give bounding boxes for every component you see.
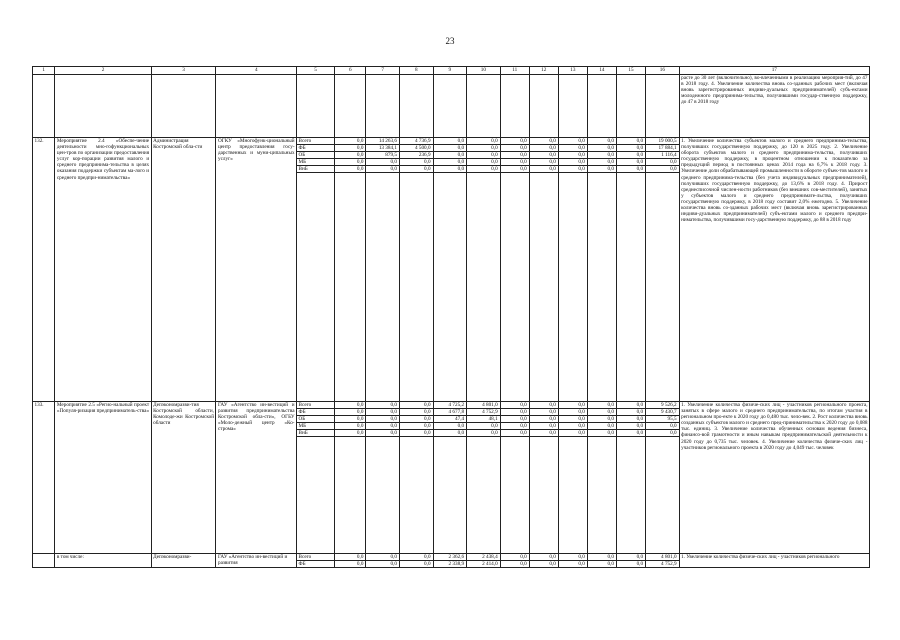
row-number: 133. [33, 402, 55, 554]
empty-cell [616, 437, 645, 554]
empty-cell [366, 173, 400, 402]
empty-cell [366, 437, 400, 554]
amount-cell: 0,0 [500, 423, 529, 430]
amount-cell: 0,0 [433, 152, 467, 159]
amount-cell: 0,0 [335, 152, 366, 159]
amount-cell: 0,0 [366, 159, 400, 166]
empty-cell [335, 173, 366, 402]
funding-source: Всего [297, 554, 335, 561]
amount-cell: 0,0 [587, 423, 616, 430]
amount-cell: 0,0 [467, 430, 501, 437]
amount-cell: 0,0 [433, 145, 467, 152]
executor: ГАУ «Агентство ин-вестиций и развития [216, 554, 297, 568]
amount-cell: 0,0 [467, 423, 501, 430]
amount-cell: 0,0 [366, 402, 400, 409]
page-number: 23 [445, 36, 455, 46]
funding-source: ФБ [297, 561, 335, 568]
empty-cell [558, 173, 587, 402]
amount-cell: 0,0 [646, 159, 680, 166]
tail-label: в том числе: [55, 554, 151, 568]
responsible-body: Депэкономразви-тия Костромской области, Комолоде-жи Костромской области [151, 402, 216, 554]
expected-result: 1. Увеличение количества физиче-ских лиц - участников регионального проекта, занятых в сфере малого и среднего предпринимательства, по итогам участия в региональном про-екте к 2020 году до 0,480 тыс. чело-век. 2. Рост количества вновь созданных субъектов малого и среднего пред-принимательства к 2020 году до 0,088 тыс. единиц. 3. Увеличение количества обученных основам ведения бизнеса, финансо-вой грамотности и иным навыкам предпринимательской деятельности к 2020 году до 0,735 тыс. человек. 4. Увеличение количества физиче-ских лиц - участников регионального проекта в 2020 году до 4,049 тыс. человек [679, 402, 869, 554]
table-row [33, 554, 870, 561]
column-header: 9 [433, 67, 467, 75]
measure-name: Мероприятие 2.5 «Регио-нальный проект «Популя-ризация предприниматель-ства» [55, 402, 151, 554]
amount-cell: 0,0 [616, 152, 645, 159]
amount-cell: 0,0 [587, 402, 616, 409]
amount-cell: 0,0 [399, 416, 433, 423]
amount-cell: 14 263,6 [366, 138, 400, 145]
funding-source: МБ [297, 423, 335, 430]
executor: ОГКУ «Многофунк-циональный центр предоставления госу-дарственных и муни-ципальных услуг» [216, 138, 297, 402]
responsible-body: Администрация Костромской обла-сти [151, 138, 216, 402]
amount-cell: 0,0 [500, 409, 529, 416]
amount-cell: 0,0 [467, 159, 501, 166]
amount-cell: 4 725,2 [433, 402, 467, 409]
header-row [33, 67, 870, 75]
amount-cell: 0,0 [558, 554, 587, 561]
amount-cell: 0,0 [587, 145, 616, 152]
amount-cell: 0,0 [399, 402, 433, 409]
amount-cell: 0,0 [529, 145, 558, 152]
amount-cell: 0,0 [558, 402, 587, 409]
empty-cell [467, 173, 501, 402]
empty-cell [616, 75, 645, 138]
empty-cell [399, 173, 433, 402]
amount-cell: 0,0 [529, 416, 558, 423]
empty-cell [467, 437, 501, 554]
empty-cell [558, 437, 587, 554]
amount-cell: 0,0 [335, 409, 366, 416]
amount-cell: 0,0 [335, 423, 366, 430]
empty-cell [33, 554, 55, 568]
amount-cell: 0,0 [467, 145, 501, 152]
amount-cell: 9 526,2 [646, 402, 680, 409]
funding-source: ОБ [297, 152, 335, 159]
column-header: 15 [616, 67, 645, 75]
amount-cell: 0,0 [467, 166, 501, 173]
empty-cell [616, 173, 645, 402]
amount-cell: 0,0 [399, 159, 433, 166]
continuation-row [33, 75, 870, 138]
column-header: 1 [33, 67, 55, 75]
amount-cell: 2 414,0 [467, 561, 501, 568]
column-header: 12 [529, 67, 558, 75]
amount-cell: 0,0 [529, 402, 558, 409]
amount-cell: 48,1 [467, 416, 501, 423]
column-header: 4 [216, 67, 297, 75]
amount-cell: 0,0 [433, 138, 467, 145]
amount-cell: 2 338,9 [433, 561, 467, 568]
amount-cell: 0,0 [529, 561, 558, 568]
table-row [33, 402, 870, 409]
amount-cell: 0,0 [366, 409, 400, 416]
amount-cell: 0,0 [335, 430, 366, 437]
amount-cell: 0,0 [558, 561, 587, 568]
amount-cell: 4 677,8 [433, 409, 467, 416]
empty-cell [33, 75, 55, 138]
empty-cell [529, 173, 558, 402]
amount-cell: 2 362,6 [433, 554, 467, 561]
amount-cell: 0,0 [500, 554, 529, 561]
amount-cell: 0,0 [467, 138, 501, 145]
amount-cell: 0,0 [366, 166, 400, 173]
empty-cell [335, 437, 366, 554]
responsible-body: Депэкономразви- [151, 554, 216, 568]
amount-cell: 0,0 [500, 430, 529, 437]
amount-cell: 47,4 [433, 416, 467, 423]
amount-cell: 0,0 [335, 166, 366, 173]
amount-cell: 0,0 [433, 423, 467, 430]
column-header: 14 [587, 67, 616, 75]
empty-cell [366, 75, 400, 138]
amount-cell: 0,0 [500, 166, 529, 173]
result-cell: расте до 30 лет (включительно), во-влеченными в реализацию мероприя-тий, до 47 в 2018 году. 4. Увеличение количества вновь со-зданных рабочих мест (включая вновь зарегистрированных индиви-дуальных предпринимателей) субъ-ектами молодежного предпринима-тельства, получившими государ-ственную поддержку, до 47 в 2018 году [679, 75, 869, 138]
column-header: 16 [646, 67, 680, 75]
expected-result: 1. Увеличение количества субъектов малого и среднего предпринима-тельства, получивших государственную поддержку, до 120 в 2025 году. 2. Увеличение оборота субъектов малого и среднего предпринима-тельства, получивших государственную поддержку, в процентном отношении к показателю за предыдущий период в постоянных ценах 2014 года на 6,7% к 2018 году. 3. Увеличение доли обрабатывающей промышленности в обороте субъек-тов малого и среднего предпринима-тельства (без учета индивидуальных предпринимателей), получивших государственную поддержку, до 13,6% в 2018 году. 4. Прирост среднесписочной числен-ности работников (без внешних сов-местителей), занятых у субъектов малого и среднего предпринимате-льства, получивших государственную поддержку, в 2018 году составит 2,0% ежегодно. 5. Увеличение количества вновь со-зданных рабочих мест (включая вновь зарегистрированных индиви-дуальных предпринимателей) субъ-ектами малого и среднего предпри-нимательства, получившими госу-дарственную поддержку, до 88 в 2018 году [679, 138, 869, 402]
amount-cell: 0,0 [558, 145, 587, 152]
amount-cell: 0,0 [335, 554, 366, 561]
amount-cell: 19 000,5 [646, 138, 680, 145]
amount-cell: 0,0 [616, 166, 645, 173]
amount-cell: 0,0 [529, 152, 558, 159]
program-table [32, 66, 870, 568]
amount-cell: 0,0 [558, 138, 587, 145]
empty-cell [500, 437, 529, 554]
funding-source: ВнБ [297, 430, 335, 437]
amount-cell: 0,0 [399, 554, 433, 561]
amount-cell: 9 430,7 [646, 409, 680, 416]
amount-cell: 0,0 [616, 409, 645, 416]
empty-cell [399, 437, 433, 554]
amount-cell: 0,0 [646, 430, 680, 437]
amount-cell: 0,0 [399, 423, 433, 430]
amount-cell: 0,0 [366, 423, 400, 430]
funding-source: ФБ [297, 409, 335, 416]
empty-cell [433, 173, 467, 402]
amount-cell: 0,0 [587, 152, 616, 159]
empty-cell [558, 75, 587, 138]
column-header: 8 [399, 67, 433, 75]
empty-cell [297, 437, 335, 554]
funding-source: МБ [297, 159, 335, 166]
empty-cell [433, 75, 467, 138]
amount-cell: 0,0 [616, 145, 645, 152]
funding-source: ОБ [297, 416, 335, 423]
funding-source: ВнБ [297, 166, 335, 173]
amount-cell: 0,0 [646, 166, 680, 173]
column-header: 2 [55, 67, 151, 75]
empty-cell [587, 173, 616, 402]
column-header: 6 [335, 67, 366, 75]
amount-cell: 4 736,9 [399, 138, 433, 145]
empty-cell [151, 75, 216, 138]
amount-cell: 0,0 [433, 430, 467, 437]
amount-cell: 0,0 [587, 138, 616, 145]
amount-cell: 0,0 [366, 416, 400, 423]
amount-cell: 0,0 [399, 409, 433, 416]
amount-cell: 4 801,0 [467, 402, 501, 409]
amount-cell: 13 384,1 [366, 145, 400, 152]
amount-cell: 0,0 [616, 159, 645, 166]
empty-cell [297, 75, 335, 138]
empty-cell [529, 437, 558, 554]
amount-cell: 0,0 [500, 402, 529, 409]
empty-cell [500, 173, 529, 402]
empty-cell [646, 75, 680, 138]
amount-cell: 0,0 [616, 138, 645, 145]
amount-cell: 17 884,1 [646, 145, 680, 152]
empty-cell [335, 75, 366, 138]
measure-name: Мероприятие 2.4 «Обеспе-чение деятельности мно-гофункциональных цен-тров по организации предоставления услуг кор-порации развития малого и среднего предпринима-тельства в целях оказания поддержки субъектам ма-лого и среднего предпри-нимательства» [55, 138, 151, 402]
amount-cell: 4 752,9 [467, 409, 501, 416]
amount-cell: 0,0 [366, 430, 400, 437]
amount-cell: 0,0 [500, 138, 529, 145]
amount-cell: 0,0 [433, 166, 467, 173]
amount-cell: 0,0 [467, 152, 501, 159]
amount-cell: 0,0 [558, 166, 587, 173]
table-row [33, 138, 870, 145]
empty-cell [646, 173, 680, 402]
empty-cell [587, 437, 616, 554]
funding-source: ФБ [297, 145, 335, 152]
amount-cell: 0,0 [500, 416, 529, 423]
amount-cell: 95,5 [646, 416, 680, 423]
amount-cell: 0,0 [366, 554, 400, 561]
funding-source: Всего [297, 138, 335, 145]
amount-cell: 236,9 [399, 152, 433, 159]
amount-cell: 0,0 [616, 416, 645, 423]
amount-cell: 0,0 [500, 152, 529, 159]
amount-cell: 0,0 [558, 152, 587, 159]
amount-cell: 0,0 [558, 416, 587, 423]
amount-cell: 0,0 [335, 145, 366, 152]
amount-cell: 0,0 [587, 554, 616, 561]
amount-cell: 4 500,0 [399, 145, 433, 152]
amount-cell: 0,0 [335, 402, 366, 409]
column-header: 3 [151, 67, 216, 75]
amount-cell: 0,0 [529, 430, 558, 437]
amount-cell: 0,0 [558, 159, 587, 166]
column-header: 5 [297, 67, 335, 75]
amount-cell: 0,0 [616, 430, 645, 437]
empty-cell [216, 75, 297, 138]
amount-cell: 4 752,9 [646, 561, 680, 568]
amount-cell: 0,0 [558, 423, 587, 430]
amount-cell: 0,0 [529, 138, 558, 145]
funding-source: Всего [297, 402, 335, 409]
amount-cell: 0,0 [587, 166, 616, 173]
amount-cell: 0,0 [433, 159, 467, 166]
amount-cell: 0,0 [587, 409, 616, 416]
amount-cell: 0,0 [366, 561, 400, 568]
amount-cell: 0,0 [529, 159, 558, 166]
empty-cell [297, 173, 335, 402]
column-header: 11 [500, 67, 529, 75]
amount-cell: 0,0 [500, 159, 529, 166]
amount-cell: 0,0 [558, 409, 587, 416]
amount-cell: 0,0 [335, 416, 366, 423]
empty-cell [587, 75, 616, 138]
amount-cell: 4 801,0 [646, 554, 680, 561]
column-header: 10 [467, 67, 501, 75]
amount-cell: 0,0 [500, 145, 529, 152]
amount-cell: 0,0 [529, 554, 558, 561]
amount-cell: 0,0 [616, 423, 645, 430]
empty-cell [467, 75, 501, 138]
amount-cell: 0,0 [616, 554, 645, 561]
amount-cell: 1 116,4 [646, 152, 680, 159]
amount-cell: 0,0 [399, 430, 433, 437]
amount-cell: 0,0 [616, 561, 645, 568]
amount-cell: 0,0 [587, 561, 616, 568]
column-header: 13 [558, 67, 587, 75]
amount-cell: 0,0 [529, 409, 558, 416]
amount-cell: 0,0 [335, 159, 366, 166]
empty-cell [55, 75, 151, 138]
row-number: 132. [33, 138, 55, 402]
amount-cell: 0,0 [399, 166, 433, 173]
amount-cell: 0,0 [587, 416, 616, 423]
amount-cell: 2 438,4 [467, 554, 501, 561]
amount-cell: 0,0 [587, 159, 616, 166]
column-header: 7 [366, 67, 400, 75]
amount-cell: 0,0 [335, 138, 366, 145]
amount-cell: 0,0 [646, 423, 680, 430]
empty-cell [399, 75, 433, 138]
amount-cell: 0,0 [529, 423, 558, 430]
amount-cell: 0,0 [587, 430, 616, 437]
amount-cell: 0,0 [616, 402, 645, 409]
empty-cell [500, 75, 529, 138]
executor: ГАУ «Агентство ин-вестиций и развития предпринимательства Костромской обла-сти», ОГБУ «Моло-дежный центр «Ко-строма» [216, 402, 297, 554]
expected-result: 1. Увеличение количества физиче-ских лиц - участников регионального [679, 554, 869, 568]
amount-cell: 0,0 [529, 166, 558, 173]
column-header: 17 [679, 67, 869, 75]
amount-cell: 0,0 [500, 561, 529, 568]
amount-cell: 0,0 [558, 430, 587, 437]
empty-cell [433, 437, 467, 554]
empty-cell [646, 437, 680, 554]
empty-cell [529, 75, 558, 138]
amount-cell: 879,5 [366, 152, 400, 159]
amount-cell: 0,0 [335, 561, 366, 568]
amount-cell: 0,0 [399, 561, 433, 568]
